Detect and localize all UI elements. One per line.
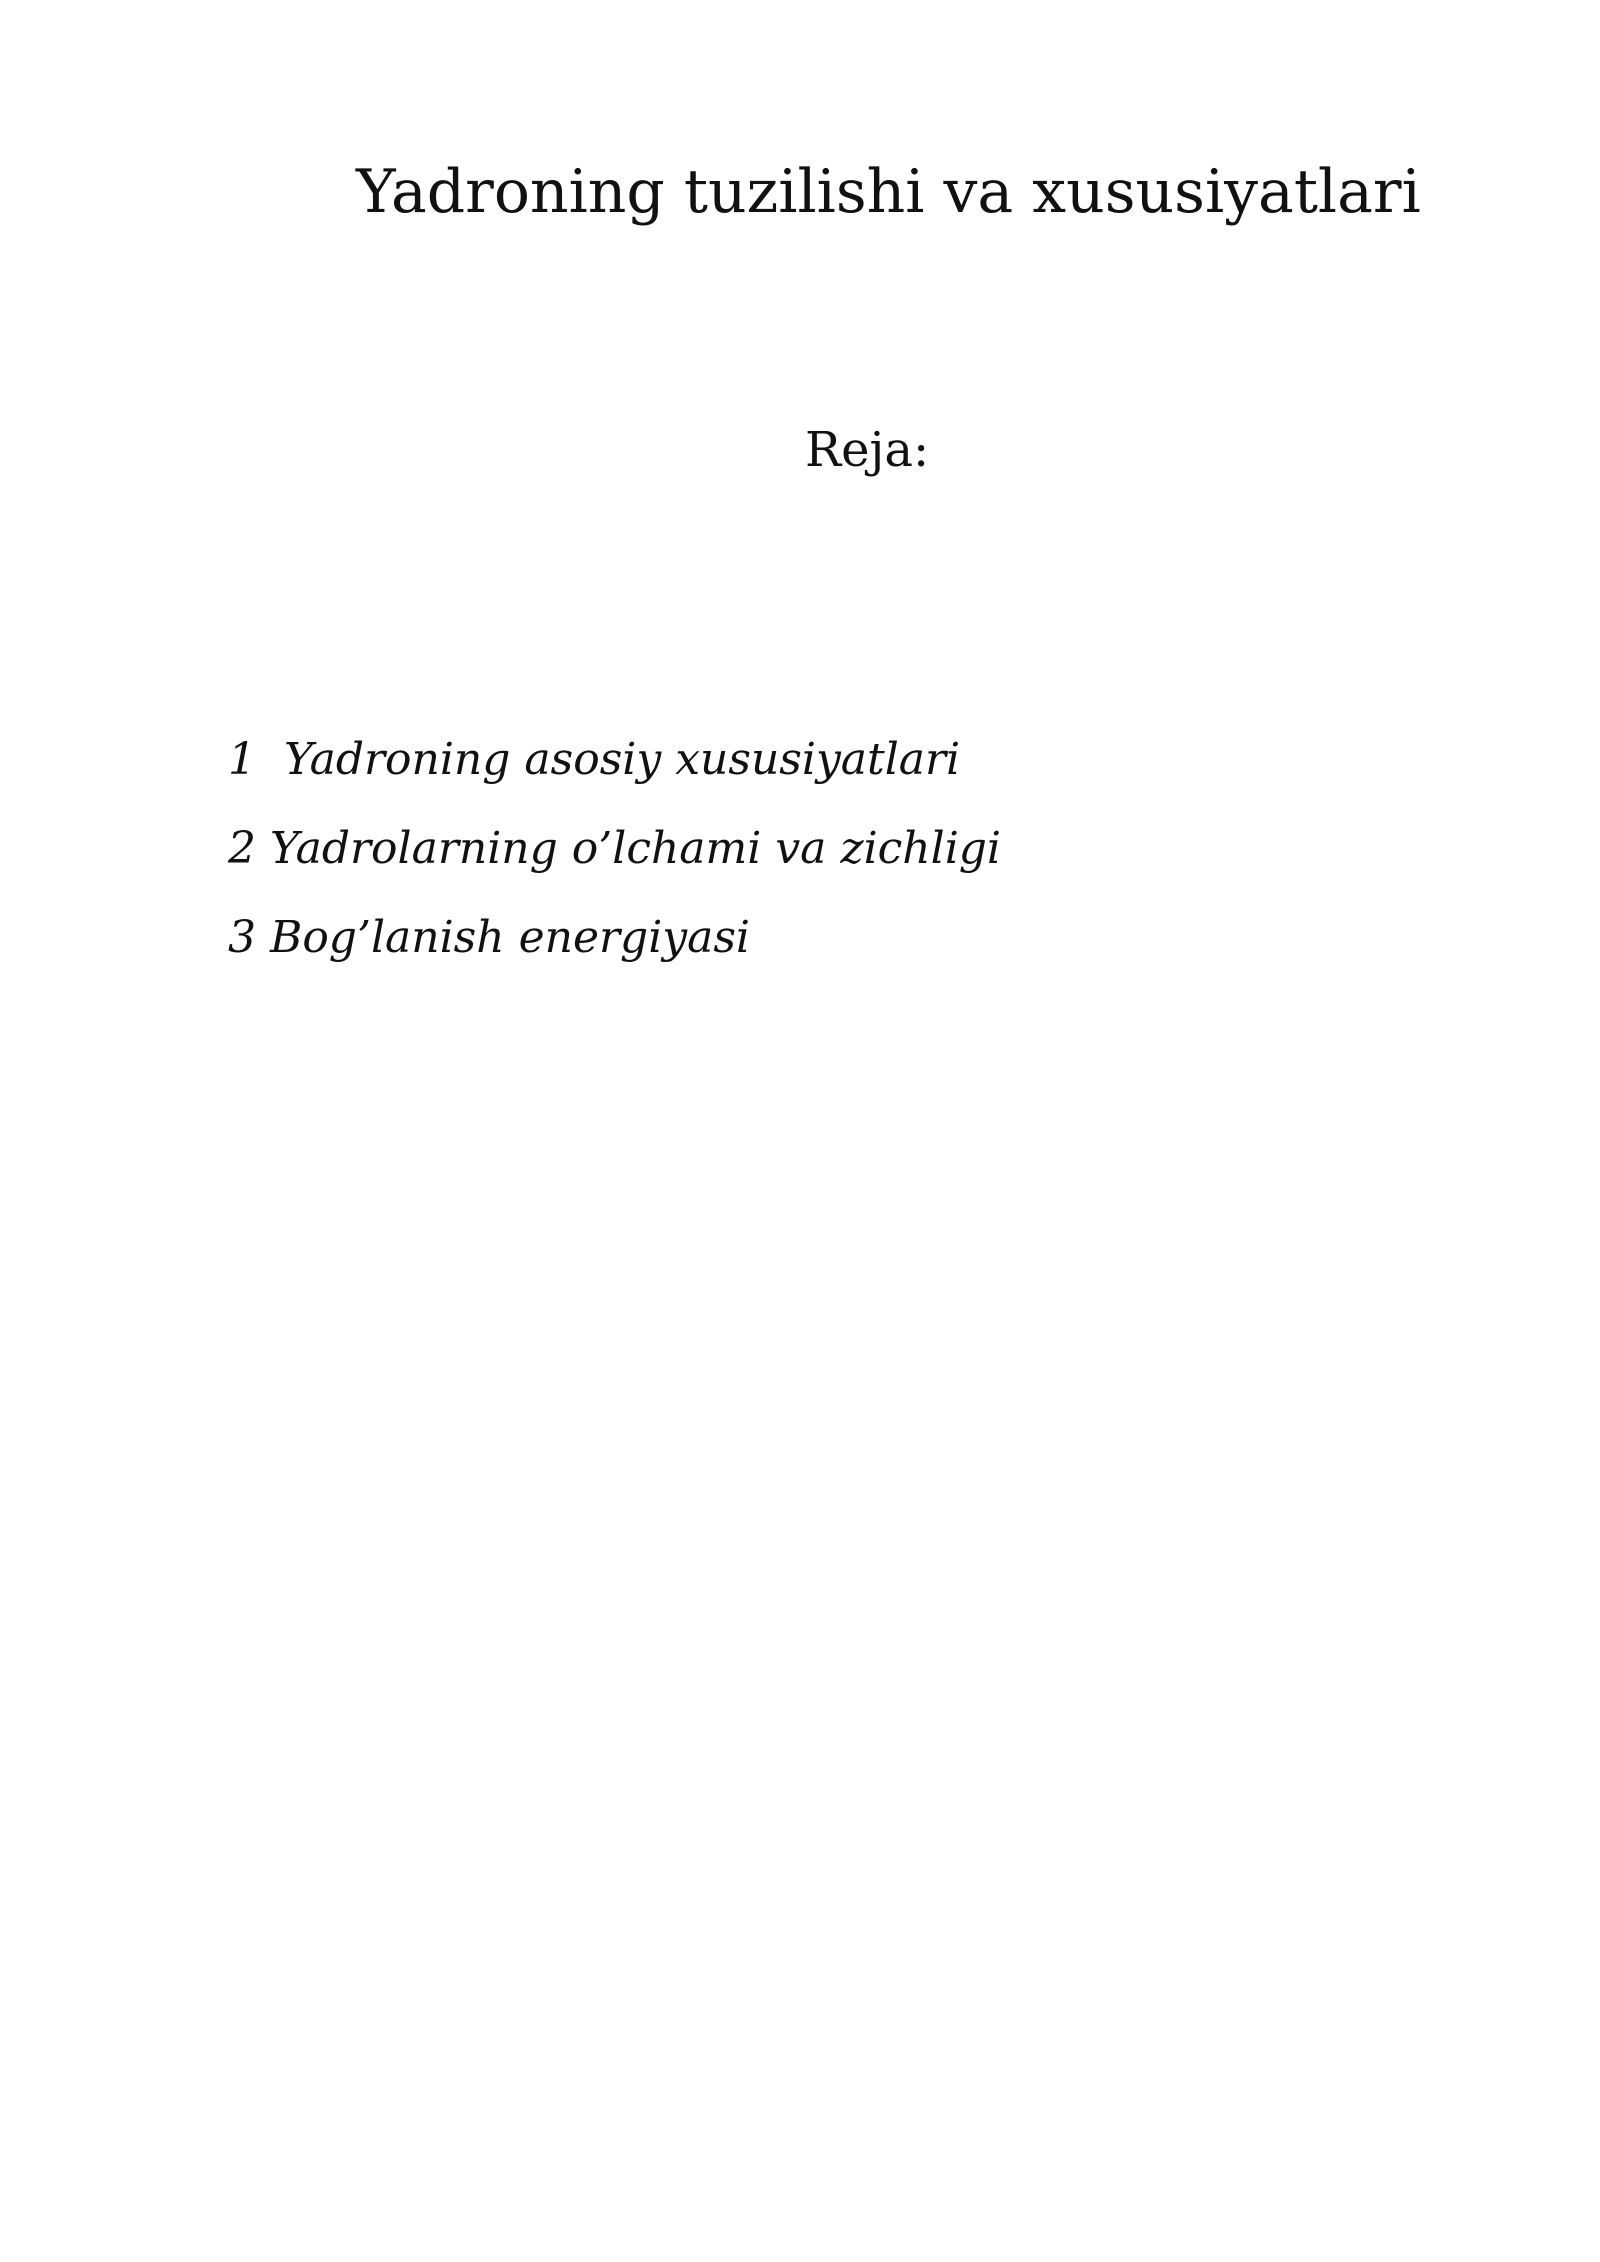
plan-item-2: 2 Yadrolarning o’lchami va zichligi: [228, 823, 1002, 874]
plan-heading: Reja:: [805, 422, 930, 478]
plan-list: [228, 730, 1001, 997]
document-title: Yadroning tuzilishi va xususiyatlari: [356, 157, 1421, 227]
plan-item-1: 1 Yadroning asosiy xususiyatlari: [228, 734, 961, 785]
plan-item-3: 3 Bog’lanish energiyasi: [228, 912, 751, 963]
